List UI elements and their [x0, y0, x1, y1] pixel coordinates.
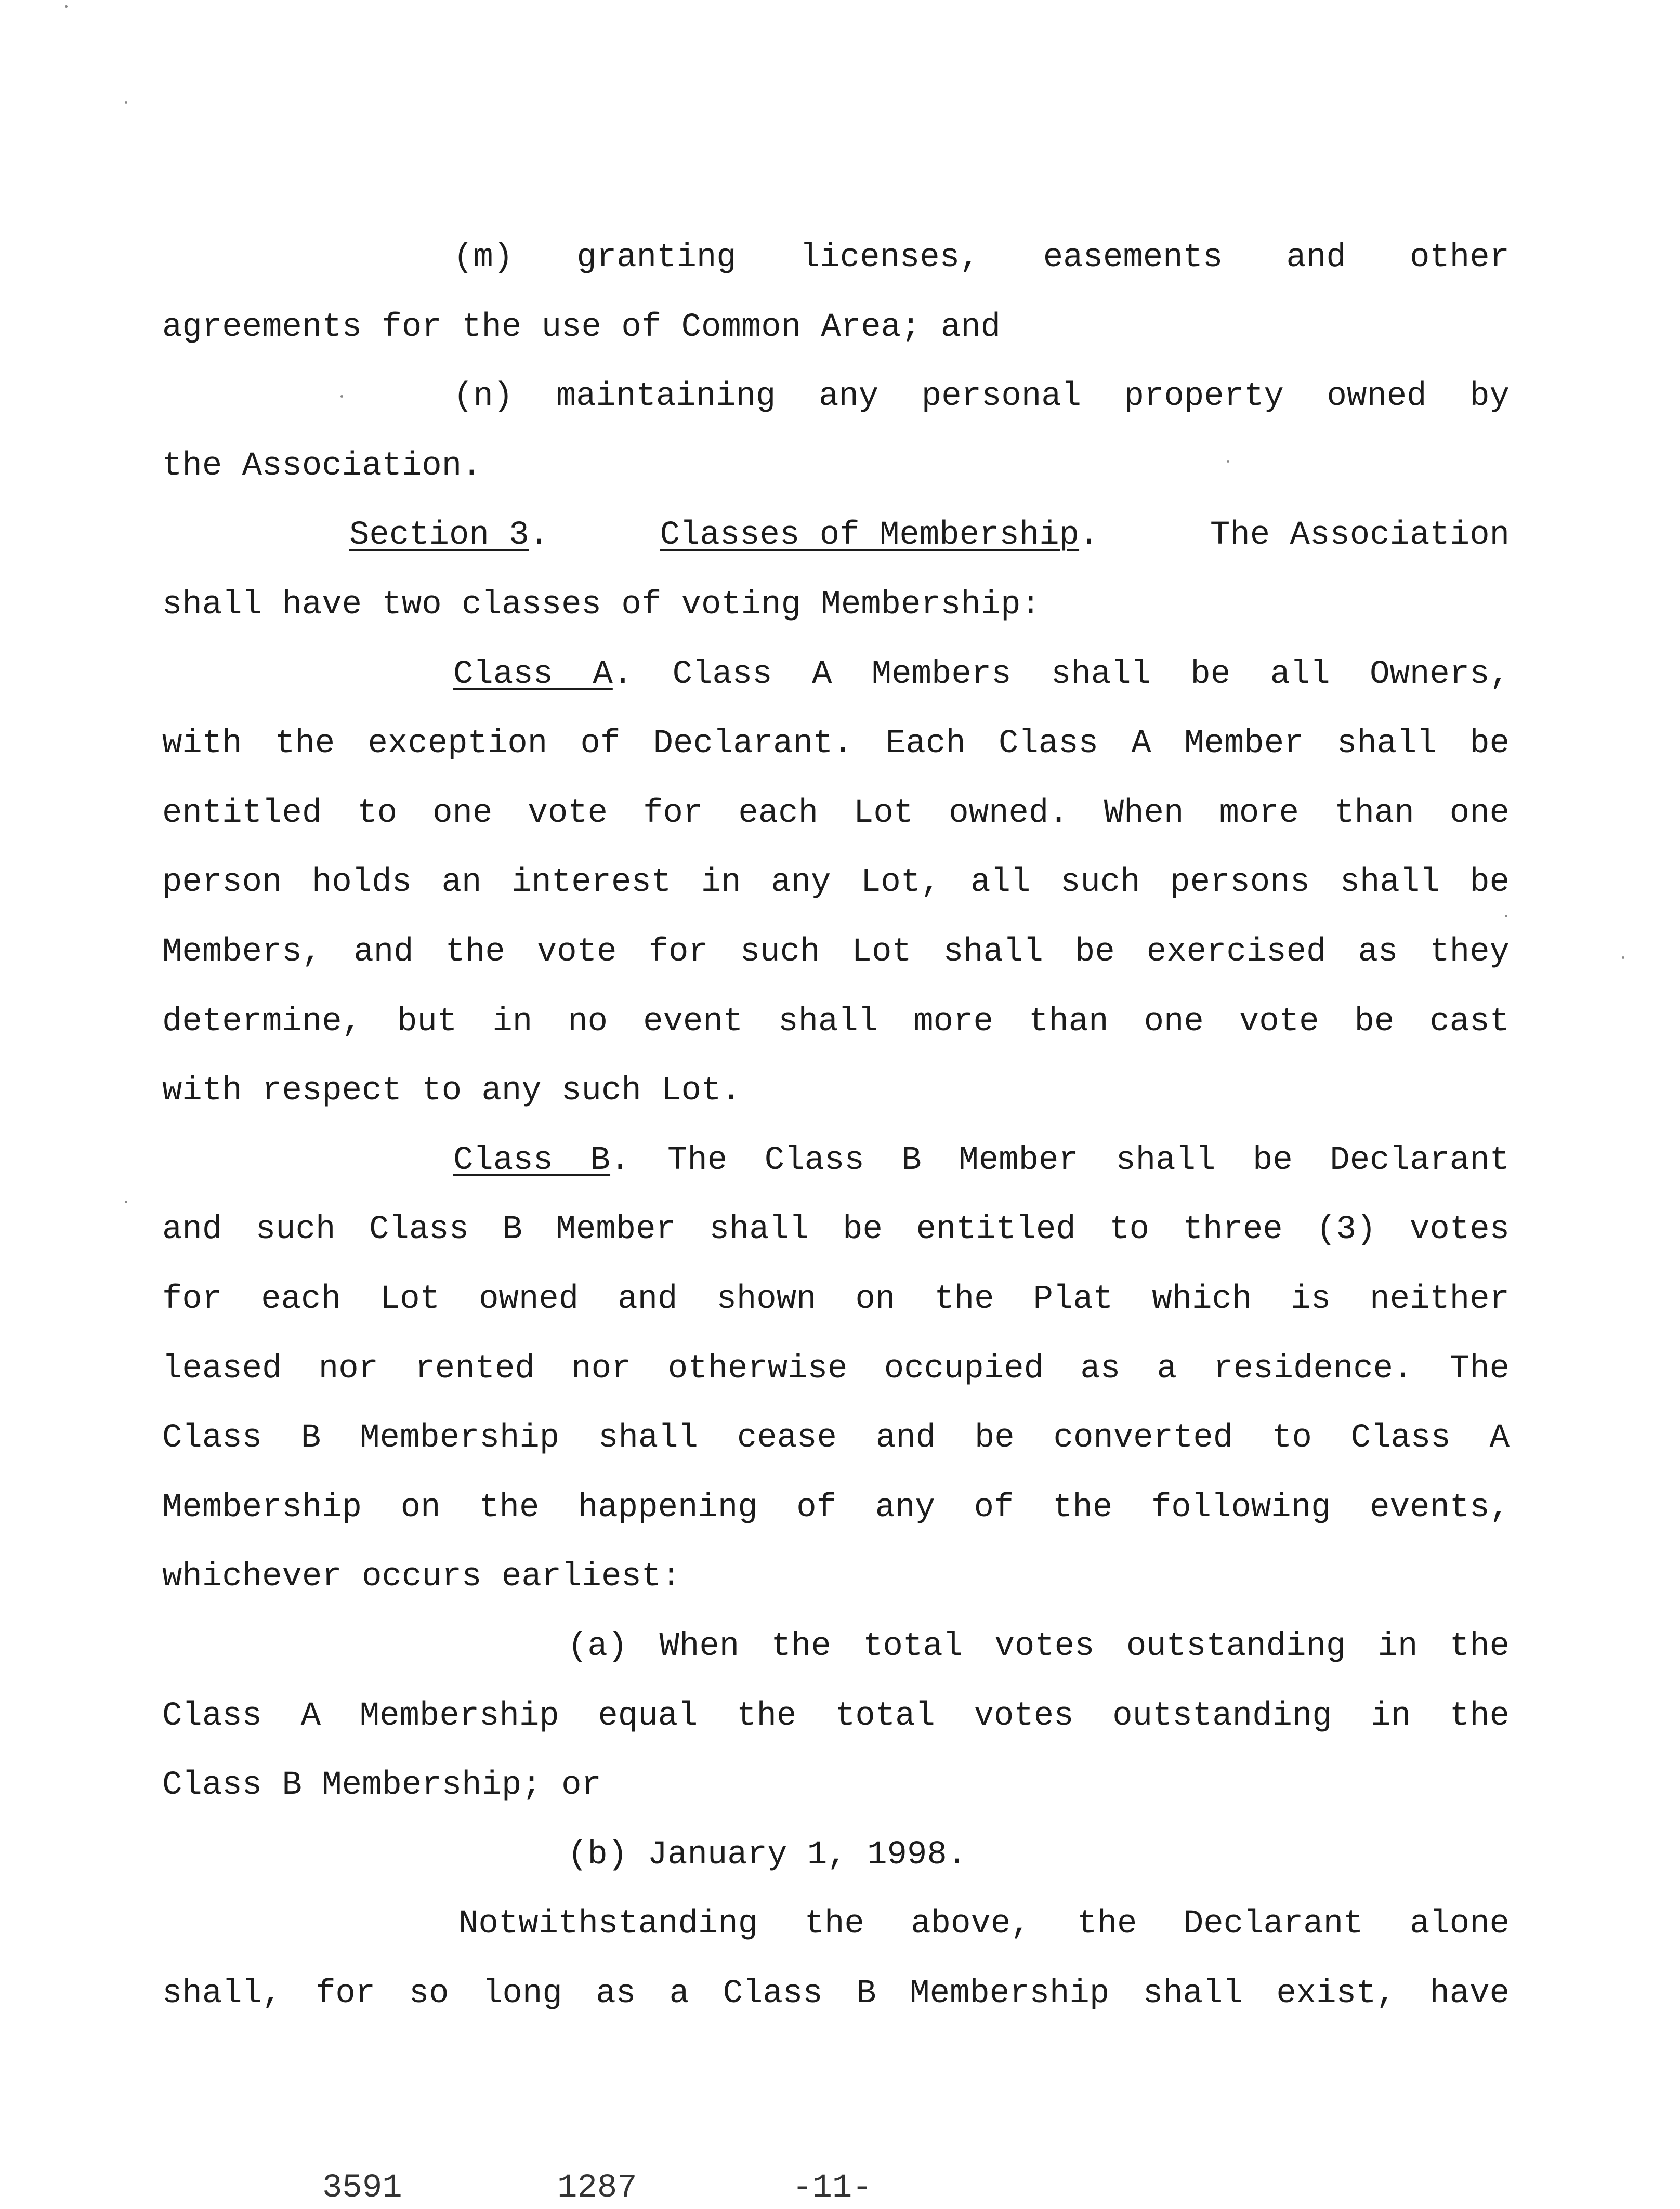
text-line: with respect to any such Lot. [162, 1072, 741, 1110]
text-line [453, 1140, 1510, 1181]
section-heading-group [349, 515, 549, 556]
text-line: shall, for so long as a Class B Membership shall exist, have [162, 1975, 1510, 2013]
scan-speck [65, 5, 68, 8]
scan-speck [1505, 915, 1507, 917]
text-line: shall have two classes of voting Membership: [162, 586, 1041, 624]
text-line: entitled to one vote for each Lot owned. When more than one [162, 795, 1510, 832]
section-intro-text: The Association [1210, 517, 1510, 554]
text-line: Class B Membership shall cease and be converted to Class A [162, 1419, 1510, 1457]
text-line: leased nor rented nor otherwise occupied as a residence. The [162, 1350, 1510, 1388]
text-line: (a) When the total votes outstanding in the [568, 1628, 1510, 1665]
text-line: with the exception of Declarant. Each Class A Member shall be [162, 725, 1510, 762]
text-line: person holds an interest in any Lot, all such persons shall be [162, 864, 1510, 901]
text-line: Membership on the happening of any of the following events, [162, 1489, 1510, 1527]
text-line: Class B Membership; or [162, 1767, 601, 1804]
section-title: Classes of Membership [660, 517, 1080, 554]
class-b-heading: Class B [453, 1142, 611, 1179]
text-line: agreements for the use of Common Area; and [162, 309, 1001, 346]
page-number: -11- [792, 2169, 872, 2207]
class-b-text: . The Class B Member shall be Declarant [610, 1142, 1510, 1179]
text-line [453, 654, 1510, 695]
class-a-heading: Class A [453, 656, 613, 693]
page-footer [322, 2167, 1007, 2209]
section-title-period: . [1079, 517, 1099, 554]
text-line: whichever occurs earliest: [162, 1558, 681, 1596]
scan-speck [125, 1201, 127, 1203]
text-line: Notwithstanding the above, the Declarant alone [458, 1905, 1510, 1943]
text-line: Members, and the vote for such Lot shall be exercised as they [162, 933, 1510, 971]
scan-speck [1227, 460, 1229, 463]
section-title-group [660, 515, 1099, 556]
section-number-period: . [529, 517, 549, 554]
section-number: Section 3 [349, 517, 529, 554]
text-line: (m) granting licenses, easements and other [453, 239, 1510, 277]
text-line: Class A Membership equal the total votes outstanding in the [162, 1698, 1510, 1735]
text-line: and such Class B Member shall be entitled to three (3) votes [162, 1211, 1510, 1248]
text-line [349, 515, 1510, 556]
text-line: (n) maintaining any personal property owned by [453, 378, 1510, 415]
scan-speck [340, 395, 343, 398]
text-line: determine, but in no event shall more than one vote be cast [162, 1003, 1510, 1041]
scan-speck [1622, 956, 1624, 959]
class-a-text: . Class A Members shall be all Owners, [612, 656, 1510, 693]
text-line: the Association. [162, 448, 482, 485]
footer-book-number: 3591 [322, 2169, 402, 2207]
text-line: for each Lot owned and shown on the Plat which is neither [162, 1281, 1510, 1318]
scan-speck [125, 101, 127, 104]
text-line: (b) January 1, 1998. [568, 1836, 967, 1874]
footer-page-reference: 1287 [557, 2169, 637, 2207]
